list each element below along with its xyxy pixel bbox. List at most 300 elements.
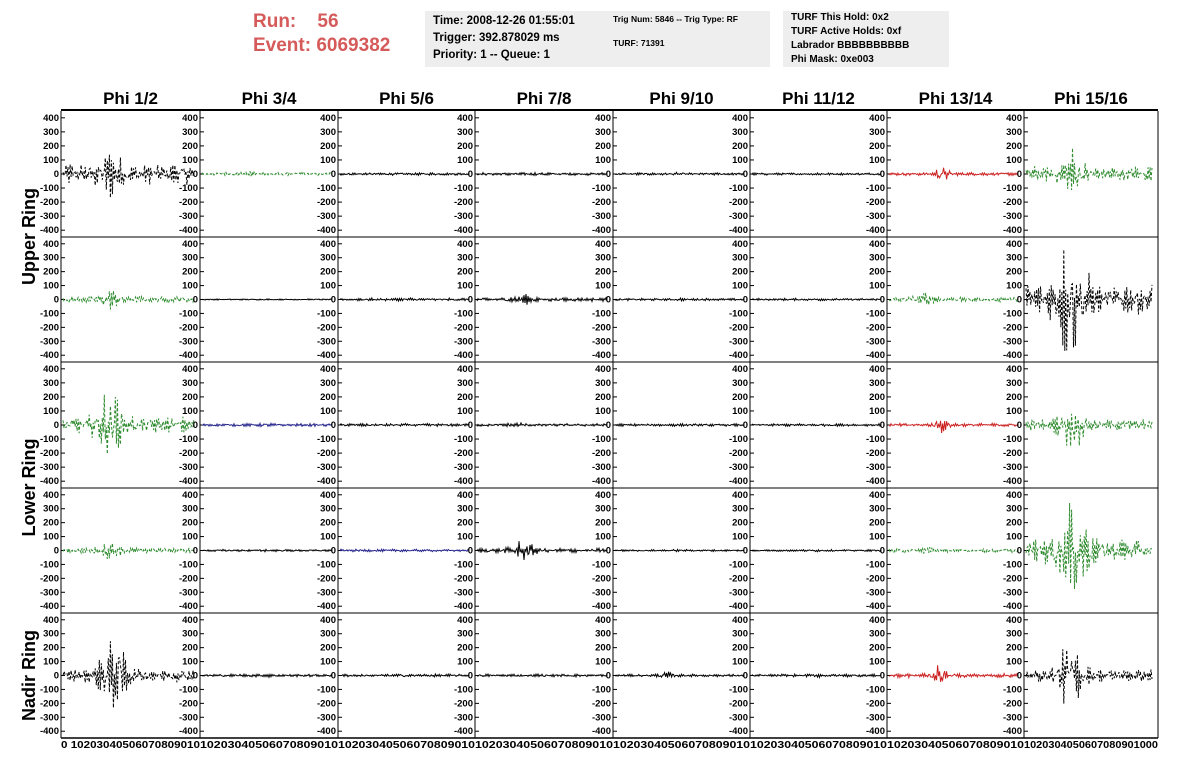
phi-mask-line: Phi Mask: 0xe003 [791,54,874,65]
y-tick-label: 100 [182,656,198,668]
y-tick-label: 300 [1006,252,1022,264]
y-tick-label: 200 [1006,140,1022,152]
y-tick-label: -100 [865,183,885,195]
y-tick-label: 400 [182,363,198,375]
y-tick-label: 100 [869,154,885,166]
y-tick-label: 200 [732,642,748,654]
waveform-trace [1026,250,1152,351]
y-tick-label: -100 [178,434,198,446]
y-tick-label: 400 [732,112,748,124]
y-tick-label: -100 [453,684,473,696]
y-tick-label: -400 [316,476,336,488]
y-tick-label: 400 [869,363,885,375]
y-tick-label: 300 [182,126,198,138]
y-tick-label: 0 [879,420,885,431]
y-tick-label: 100 [869,531,885,543]
y-tick-label: -100 [1002,434,1022,446]
x-tick-label: 10203040506070809010 [613,740,751,751]
y-tick-label: 400 [1006,238,1022,250]
y-tick-label: -300 [728,712,748,724]
waveform-trace [477,173,607,176]
y-tick-label: 0 [605,294,611,306]
y-tick-label: 200 [43,642,59,654]
y-tick-label: 100 [732,531,748,543]
column-header: Phi 11/12 [782,89,855,108]
y-tick-label: 300 [1006,503,1022,515]
y-tick-label: 100 [43,154,59,166]
y-tick-label: -200 [1002,197,1022,209]
y-tick-label: 200 [869,642,885,654]
y-tick-label: 100 [43,656,59,668]
y-tick-label: 300 [869,377,885,389]
y-tick-label: 0 [330,294,336,306]
y-tick-label: -200 [728,698,748,710]
y-tick-label: -100 [453,183,473,195]
y-tick-label: 100 [1006,531,1022,543]
y-tick-label: 300 [43,252,59,264]
y-tick-label: 0 [330,545,336,557]
y-tick-label: -400 [316,601,336,613]
y-tick-label: 200 [457,517,473,529]
y-tick-label: 100 [869,656,885,668]
y-tick-label: 100 [320,656,336,668]
y-tick-label: 400 [320,238,336,250]
y-tick-label: 100 [457,405,473,417]
y-tick-label: 100 [1006,405,1022,417]
waveform-trace [889,665,1018,682]
y-tick-label: 300 [732,377,748,389]
y-tick-label: -100 [453,308,473,320]
y-tick-label: 200 [1006,517,1022,529]
x-tick-label: 1020304050607080901000 [1024,740,1159,751]
y-tick-label: -400 [591,350,611,362]
waveform-trace [202,549,332,551]
y-tick-label: -400 [1002,726,1022,738]
y-tick-label: 400 [869,112,885,124]
y-tick-label: 200 [182,517,198,529]
waveform-trace [752,674,881,677]
y-tick-label: 400 [1006,112,1022,124]
y-tick-label: 100 [320,154,336,166]
y-tick-label: 100 [732,405,748,417]
y-tick-label: -400 [39,476,59,488]
y-tick-label: 100 [1006,280,1022,292]
y-tick-label: -300 [591,462,611,474]
y-tick-label: -300 [316,211,336,223]
y-tick-label: -300 [178,712,198,724]
y-tick-label: -100 [39,559,59,571]
y-tick-label: -200 [1002,322,1022,334]
y-tick-label: 0 [742,169,748,180]
y-tick-label: -400 [39,601,59,613]
y-tick-label: 200 [457,642,473,654]
y-tick-label: -300 [39,462,59,474]
y-tick-label: -300 [1002,462,1022,474]
y-tick-label: 400 [182,112,198,124]
y-tick-label: -300 [39,336,59,348]
y-tick-label: 300 [1006,377,1022,389]
y-tick-label: -300 [865,211,885,223]
y-tick-label: 0 [605,545,611,557]
y-tick-label: 400 [182,489,198,501]
y-tick-label: 300 [732,252,748,264]
y-tick-label: 400 [595,112,611,124]
waveform-trace [752,173,881,175]
y-tick-label: 100 [595,154,611,166]
y-tick-label: 0 [1016,545,1022,557]
y-tick-label: -400 [591,601,611,613]
y-tick-label: 300 [457,252,473,264]
y-tick-label: 400 [43,363,59,375]
y-tick-label: -300 [591,336,611,348]
y-tick-label: 100 [182,154,198,166]
y-tick-label: -400 [453,726,473,738]
y-tick-label: -400 [865,476,885,488]
y-tick-label: 100 [182,405,198,417]
y-tick-label: 200 [595,266,611,278]
x-tick-label: 10203040506070809010 [200,740,339,751]
y-tick-label: 0 [467,169,473,180]
y-tick-label: 400 [595,238,611,250]
y-tick-label: -200 [316,698,336,710]
y-tick-label: 200 [595,140,611,152]
y-tick-label: -400 [728,726,748,738]
waveform-trace [202,423,332,426]
y-tick-label: -400 [591,225,611,237]
y-tick-label: -400 [728,225,748,237]
y-tick-label: 0 [1016,294,1022,306]
waveform-trace [615,172,744,175]
y-tick-label: 100 [457,531,473,543]
y-tick-label: -300 [453,336,473,348]
run-label: Run: [253,11,297,32]
trig-num-line: Trig Num: 5846 -- Trig Type: RF [613,14,738,24]
turf-hold-line: TURF This Hold: 0x2 [791,12,889,23]
y-tick-label: 400 [457,614,473,626]
waveform-trace [1026,148,1152,190]
ring-label: Upper Ring [19,188,39,285]
y-tick-label: -300 [316,336,336,348]
y-tick-label: -400 [39,726,59,738]
y-tick-label: 400 [869,614,885,626]
y-tick-label: 0 [192,420,198,431]
column-header: Phi 13/14 [918,89,993,108]
y-tick-label: -400 [178,476,198,488]
y-tick-label: 0 [192,545,198,557]
waveform-trace [752,298,881,301]
y-tick-label: 200 [457,140,473,152]
y-tick-label: -300 [453,462,473,474]
y-tick-label: -100 [865,684,885,696]
y-tick-label: -100 [316,559,336,571]
y-tick-label: -400 [728,476,748,488]
y-tick-label: -400 [178,601,198,613]
y-tick-label: -100 [453,434,473,446]
y-tick-label: 300 [182,628,198,640]
waveform-trace [615,298,744,301]
y-tick-label: -400 [865,601,885,613]
y-tick-label: 200 [457,391,473,403]
y-tick-label: 300 [320,252,336,264]
y-tick-label: -300 [1002,211,1022,223]
y-tick-label: -400 [178,350,198,362]
y-tick-label: 400 [457,112,473,124]
x-tick-label: 0 10203040506070809010 [61,740,201,751]
y-tick-label: 100 [320,280,336,292]
y-tick-label: 0 [53,670,59,682]
y-tick-label: 0 [605,169,611,180]
y-tick-label: -200 [453,698,473,710]
y-tick-label: 0 [192,294,198,306]
y-tick-label: -400 [316,225,336,237]
y-tick-label: -300 [178,462,198,474]
y-tick-label: 0 [192,169,198,180]
y-tick-label: 300 [595,377,611,389]
y-tick-label: 300 [457,628,473,640]
y-tick-label: -200 [728,448,748,460]
y-tick-label: -400 [865,225,885,237]
y-tick-label: 300 [457,126,473,138]
y-tick-label: 0 [742,420,748,431]
y-tick-label: 0 [330,420,336,431]
y-tick-label: -100 [865,308,885,320]
event-value: 6069382 [316,35,391,56]
waveform-trace [889,421,1018,433]
waveform-trace [340,424,469,427]
y-tick-label: -300 [453,211,473,223]
y-tick-label: -400 [1002,601,1022,613]
waveform-trace [63,395,194,454]
y-tick-label: 400 [457,363,473,375]
y-tick-label: 200 [732,517,748,529]
y-tick-label: 400 [595,489,611,501]
waveform-trace [1026,649,1152,703]
waveform-trace [63,543,194,559]
y-tick-label: -300 [865,462,885,474]
y-tick-label: -200 [316,322,336,334]
waveform-trace [615,672,744,678]
y-tick-label: 200 [182,642,198,654]
y-tick-label: -400 [865,726,885,738]
y-tick-label: 400 [457,238,473,250]
y-tick-label: -200 [591,197,611,209]
y-tick-label: 100 [732,280,748,292]
y-tick-label: -200 [178,448,198,460]
y-tick-label: 200 [1006,266,1022,278]
y-tick-label: 100 [595,280,611,292]
y-tick-label: -100 [591,183,611,195]
y-tick-label: 100 [595,405,611,417]
y-tick-label: -300 [178,587,198,599]
waveform-trace [340,674,469,677]
y-tick-label: -200 [591,698,611,710]
y-tick-label: -400 [39,225,59,237]
waveform-trace [202,674,332,677]
y-tick-label: -400 [1002,225,1022,237]
y-tick-label: -200 [316,448,336,460]
y-tick-label: 100 [869,280,885,292]
y-tick-label: 0 [53,169,59,180]
run-value: 56 [317,11,339,32]
waveform-trace [340,549,469,552]
y-tick-label: 100 [457,280,473,292]
waveform-trace [1026,414,1152,446]
y-tick-label: 0 [742,545,748,557]
waveform-trace [202,299,332,300]
y-tick-label: 300 [320,628,336,640]
y-tick-label: 100 [182,280,198,292]
waveform-trace [889,293,1018,305]
y-tick-label: 400 [43,614,59,626]
y-tick-label: 0 [330,169,336,180]
waveform-trace [1026,503,1152,589]
y-tick-label: 0 [53,420,59,431]
y-tick-label: 200 [732,140,748,152]
y-tick-label: 200 [182,391,198,403]
column-header: Phi 1/2 [103,89,158,108]
y-tick-label: 400 [320,489,336,501]
y-tick-label: -100 [728,183,748,195]
y-tick-label: 300 [43,377,59,389]
trigger-line: Trigger: 392.878029 ms [433,32,560,44]
y-tick-label: -400 [178,225,198,237]
waveform-trace [752,550,881,552]
y-tick-label: 400 [320,112,336,124]
y-tick-label: 0 [1016,420,1022,431]
y-tick-label: 0 [879,294,885,306]
y-tick-label: -400 [1002,350,1022,362]
y-tick-label: 300 [595,252,611,264]
x-tick-label: 10203040506070809010 [750,740,888,751]
y-tick-label: -100 [453,559,473,571]
y-tick-label: -400 [1002,476,1022,488]
y-tick-label: -200 [316,197,336,209]
y-tick-label: 200 [595,642,611,654]
column-header: Phi 9/10 [649,89,714,108]
waveform-trace [63,291,194,310]
y-tick-label: -300 [865,587,885,599]
y-tick-label: 200 [182,266,198,278]
y-tick-label: -300 [316,462,336,474]
event-label: Event: [253,35,312,56]
y-tick-label: -100 [316,434,336,446]
y-tick-label: -400 [316,350,336,362]
y-tick-label: 400 [732,238,748,250]
y-tick-label: -100 [316,684,336,696]
y-tick-label: 100 [43,405,59,417]
y-tick-label: -100 [865,559,885,571]
y-tick-label: 200 [869,391,885,403]
y-tick-label: -100 [39,434,59,446]
y-tick-label: 300 [595,628,611,640]
column-header: Phi 3/4 [241,89,297,108]
y-tick-label: 400 [869,489,885,501]
y-tick-label: 400 [182,614,198,626]
y-tick-label: 100 [43,280,59,292]
y-tick-label: -200 [39,573,59,585]
y-tick-label: 400 [320,363,336,375]
x-tick-label: 10203040506070809010 [887,740,1025,751]
y-tick-label: -100 [865,434,885,446]
y-tick-label: -200 [178,573,198,585]
y-tick-label: 200 [43,140,59,152]
x-tick-label: 10203040506070809010 [338,740,476,751]
y-tick-label: 300 [182,503,198,515]
y-tick-label: -200 [728,197,748,209]
y-tick-label: -100 [39,308,59,320]
y-tick-label: 0 [467,420,473,431]
y-tick-label: -200 [865,698,885,710]
y-tick-label: 0 [742,294,748,306]
y-tick-label: 300 [457,377,473,389]
y-tick-label: -200 [39,197,59,209]
y-tick-label: 400 [595,614,611,626]
y-tick-label: -100 [728,684,748,696]
y-tick-label: 300 [732,503,748,515]
y-tick-label: 200 [320,140,336,152]
waveform-trace [889,168,1018,180]
y-tick-label: 0 [53,294,59,306]
y-tick-label: 0 [467,670,473,682]
waveform-trace [63,641,194,708]
y-tick-label: -400 [453,476,473,488]
y-tick-label: -300 [39,587,59,599]
y-tick-label: -400 [453,350,473,362]
y-tick-label: 200 [869,517,885,529]
x-tick-label: 10203040506070809010 [475,740,614,751]
y-tick-label: -200 [316,573,336,585]
y-tick-label: -200 [865,197,885,209]
y-tick-label: 400 [1006,363,1022,375]
waveform-trace [615,549,744,551]
y-tick-label: -300 [865,336,885,348]
y-tick-label: 0 [467,545,473,557]
y-tick-label: 0 [605,420,611,431]
y-tick-label: -200 [728,573,748,585]
y-tick-label: 400 [43,489,59,501]
y-tick-label: -400 [728,601,748,613]
y-tick-label: -200 [453,448,473,460]
y-tick-label: -400 [728,350,748,362]
y-tick-label: 400 [182,238,198,250]
y-tick-label: 0 [192,670,198,682]
labrador-line: Labrador BBBBBBBBBB [791,40,910,51]
y-tick-label: 200 [182,140,198,152]
y-tick-label: -200 [865,573,885,585]
y-tick-label: -300 [316,712,336,724]
y-tick-label: 300 [869,126,885,138]
y-tick-label: -300 [39,211,59,223]
y-tick-label: 200 [43,517,59,529]
y-tick-label: 0 [1016,169,1022,180]
y-tick-label: -400 [39,350,59,362]
y-tick-label: -100 [178,308,198,320]
y-tick-label: 100 [595,656,611,668]
y-tick-label: -100 [178,559,198,571]
y-tick-label: -300 [591,211,611,223]
y-tick-label: -100 [39,183,59,195]
y-tick-label: -200 [865,322,885,334]
y-tick-label: -100 [728,434,748,446]
time-line: Time: 2008-12-26 01:55:01 [433,15,575,27]
y-tick-label: 0 [53,545,59,557]
y-tick-label: -300 [453,712,473,724]
y-tick-label: -300 [178,336,198,348]
y-tick-label: 100 [869,405,885,417]
y-tick-label: 100 [595,531,611,543]
y-tick-label: 0 [605,670,611,682]
y-tick-label: -200 [178,197,198,209]
